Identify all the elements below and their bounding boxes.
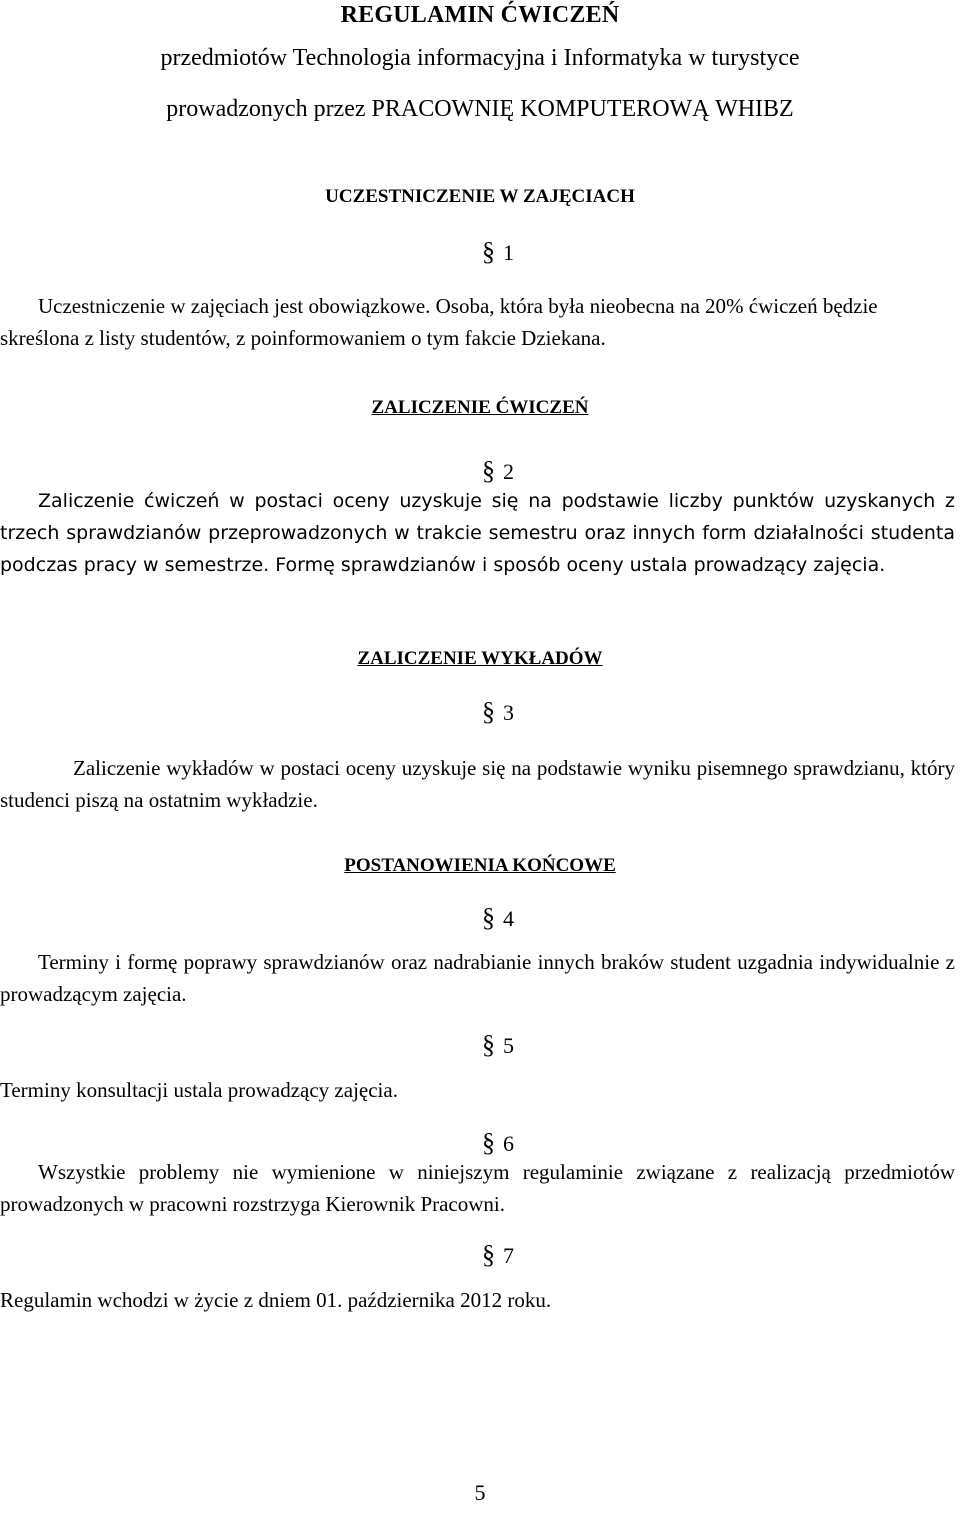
paragraph-number: 4 [503, 906, 514, 931]
section-sign-icon: § [482, 697, 495, 726]
document-subtitle-line-2: prowadzonych przez PRACOWNIĘ KOMPUTEROWĄ WHIBZ [166, 96, 794, 122]
paragraph-marker-7 [482, 1240, 514, 1270]
paragraph-marker-3 [482, 697, 514, 727]
section-heading-final-provisions: POSTANOWIENIA KOŃCOWE [344, 855, 616, 876]
paragraph-7-text: Regulamin wchodzi w życie z dniem 01. października 2012 roku. [0, 1288, 552, 1312]
paragraph-3-text: Zaliczenie wykładów w postaci oceny uzyskuje się na podstawie wyniku pisemnego sprawdzianu, który studenci piszą na ostatnim wykładzie. [0, 756, 955, 812]
paragraph-6-text: Wszystkie problemy nie wymienione w niniejszym regulaminie związane z realizacją przedmiotów prowadzonych w pracowni rozstrzyga Kierownik Pracowni. [0, 1160, 955, 1216]
paragraph-marker-6 [482, 1128, 514, 1158]
paragraph-number: 3 [503, 700, 514, 725]
paragraph-2-text: Zaliczenie ćwiczeń w postaci oceny uzyskuje się na podstawie liczby punktów uzyskanych z trzech sprawdzianów przeprowadzonych w trakcie semestru oraz innych form działalności studenta podczas pracy w semestrze. Formę sprawdzianów i sposób oceny ustala prowadzący zajęcia. [0, 490, 955, 576]
paragraph-number: 2 [503, 459, 514, 484]
paragraph-marker-1 [482, 237, 514, 267]
section-sign-icon: § [482, 903, 495, 932]
paragraph-marker-5 [482, 1030, 514, 1060]
page-number: 5 [474, 1480, 486, 1505]
paragraph-number: 1 [503, 240, 514, 265]
section-sign-icon: § [482, 456, 495, 485]
document-subtitle-line-1: przedmiotów Technologia informacyjna i Informatyka w turystyce [160, 45, 800, 71]
section-sign-icon: § [482, 1128, 495, 1157]
paragraph-number: 6 [503, 1131, 514, 1156]
document-title: REGULAMIN ĆWICZEŃ [340, 2, 620, 28]
section-heading-exercises-credit: ZALICZENIE ĆWICZEŃ [371, 397, 589, 418]
paragraph-number: 7 [503, 1243, 514, 1268]
paragraph-marker-4 [482, 903, 514, 933]
section-sign-icon: § [482, 1240, 495, 1269]
paragraph-number: 5 [503, 1033, 514, 1058]
section-sign-icon: § [482, 1030, 495, 1059]
section-sign-icon: § [482, 237, 495, 266]
section-heading-participation: UCZESTNICZENIE W ZAJĘCIACH [325, 186, 635, 207]
paragraph-5-text: Terminy konsultacji ustala prowadzący zajęcia. [0, 1078, 398, 1102]
paragraph-4-text: Terminy i formę poprawy sprawdzianów oraz nadrabianie innych braków student uzgadnia indywidualnie z prowadzącym zajęcia. [0, 950, 955, 1006]
paragraph-marker-2 [482, 456, 514, 486]
paragraph-1-text: Uczestniczenie w zajęciach jest obowiązkowe. Osoba, która była nieobecna na 20% ćwiczeń będzie skreślona z listy studentów, z poinformowaniem o tym fakcie Dziekana. [0, 294, 878, 350]
section-heading-lectures-credit: ZALICZENIE WYKŁADÓW [357, 648, 603, 669]
